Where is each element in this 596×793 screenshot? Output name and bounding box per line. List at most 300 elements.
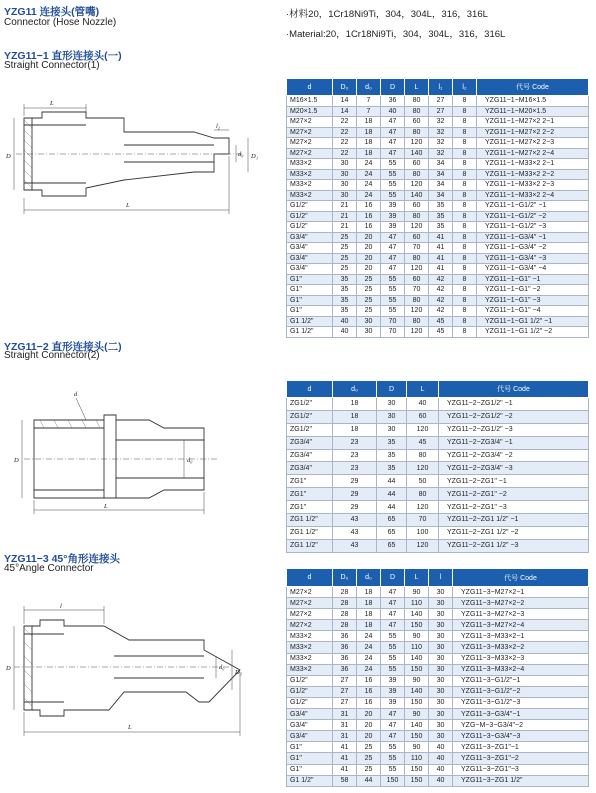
table-cell: 140 bbox=[405, 653, 429, 664]
table-cell: 30 bbox=[429, 587, 453, 598]
table-cell: YZG11−3−ZG1 1/2" bbox=[453, 775, 589, 786]
table-cell: 47 bbox=[381, 731, 405, 742]
dim-d1: D₁ bbox=[235, 669, 242, 676]
table-cell: 70 bbox=[407, 514, 439, 527]
table-cell: 40 bbox=[333, 316, 357, 327]
table-cell: YZG11−3−M27×2−1 bbox=[453, 587, 589, 598]
table-cell: YZG11−1−M27×2 2−4 bbox=[477, 148, 589, 159]
table-cell: 47 bbox=[381, 620, 405, 631]
table-cell: ZG1 1/2" bbox=[287, 539, 333, 552]
table-cell: 8 bbox=[453, 138, 477, 149]
table-row bbox=[287, 423, 589, 436]
table-cell: 8 bbox=[453, 306, 477, 317]
table-cell: G1" bbox=[287, 306, 333, 317]
table-row bbox=[287, 501, 589, 514]
table-cell: YZG11−3−M27×2−2 bbox=[453, 598, 589, 609]
column-header: d₀ bbox=[357, 79, 381, 96]
table-cell: 18 bbox=[357, 598, 381, 609]
table-cell: 55 bbox=[381, 753, 405, 764]
table-row bbox=[287, 436, 589, 449]
dim-l-top: l bbox=[60, 603, 62, 610]
table-cell: 30 bbox=[429, 598, 453, 609]
table-straight-connector-1 bbox=[286, 78, 589, 338]
table-cell: 27 bbox=[429, 96, 453, 107]
table-cell: 140 bbox=[405, 686, 429, 697]
table-cell: 70 bbox=[405, 285, 429, 296]
table-cell: G1 1/2" bbox=[287, 775, 333, 786]
table-cell: 43 bbox=[333, 539, 377, 552]
table-cell: 28 bbox=[333, 587, 357, 598]
table-cell: 150 bbox=[405, 775, 429, 786]
table-cell: YZG11−1−M27×2 2−1 bbox=[477, 117, 589, 128]
table-cell: 47 bbox=[381, 232, 405, 243]
table-cell: 70 bbox=[381, 327, 405, 338]
table-row bbox=[287, 526, 589, 539]
table-cell: 16 bbox=[357, 686, 381, 697]
table-body bbox=[287, 398, 589, 553]
table-row bbox=[287, 697, 589, 708]
table-row bbox=[287, 720, 589, 731]
table-row bbox=[287, 316, 589, 327]
table-cell: YZG11−2−ZG3/4" −2 bbox=[439, 449, 589, 462]
table-cell: 27 bbox=[333, 697, 357, 708]
table-row bbox=[287, 190, 589, 201]
table-cell: 30 bbox=[333, 190, 357, 201]
table-cell: 30 bbox=[429, 720, 453, 731]
table-cell: YZG11−2−ZG1 1/2" −2 bbox=[439, 526, 589, 539]
table-cell: 50 bbox=[407, 475, 439, 488]
table-cell: 40 bbox=[429, 742, 453, 753]
table-cell: 27 bbox=[333, 686, 357, 697]
table-cell: M27×2 bbox=[287, 587, 333, 598]
table-cell: ZG1/2" bbox=[287, 410, 333, 423]
table-cell: 8 bbox=[453, 96, 477, 107]
table-cell: 24 bbox=[357, 642, 381, 653]
table-row bbox=[287, 709, 589, 720]
table-cell: 40 bbox=[429, 753, 453, 764]
table-cell: G1/2" bbox=[287, 675, 333, 686]
table-cell: M33×2 bbox=[287, 664, 333, 675]
table-cell: G1/2" bbox=[287, 697, 333, 708]
table-row bbox=[287, 211, 589, 222]
table-cell: 30 bbox=[429, 642, 453, 653]
table-row bbox=[287, 148, 589, 159]
table-cell: 47 bbox=[381, 148, 405, 159]
table-cell: 8 bbox=[453, 169, 477, 180]
table-cell: 30 bbox=[333, 180, 357, 191]
column-header: 代号 Code bbox=[439, 381, 589, 398]
table-cell: 80 bbox=[405, 295, 429, 306]
table-cell: 65 bbox=[377, 539, 407, 552]
table-cell: G3/4" bbox=[287, 709, 333, 720]
table-row bbox=[287, 222, 589, 233]
table-cell: 41 bbox=[333, 742, 357, 753]
table-row bbox=[287, 274, 589, 285]
material-cn: ·材料20，1Cr18Ni9Ti，304，304L，316，316L bbox=[286, 9, 488, 20]
table-cell: 70 bbox=[405, 243, 429, 254]
table-cell: 55 bbox=[381, 295, 405, 306]
table-cell: 8 bbox=[453, 264, 477, 275]
table-cell: G3/4" bbox=[287, 720, 333, 731]
table-cell: 22 bbox=[333, 138, 357, 149]
table-cell: 28 bbox=[333, 609, 357, 620]
table-cell: 55 bbox=[381, 631, 405, 642]
table-cell: 120 bbox=[405, 180, 429, 191]
column-header: d₀ bbox=[333, 381, 377, 398]
table-cell: 150 bbox=[405, 764, 429, 775]
table-cell: YZG11−1−G3/4" −2 bbox=[477, 243, 589, 254]
table-cell: 100 bbox=[407, 526, 439, 539]
table-row bbox=[287, 488, 589, 501]
table-cell: G1" bbox=[287, 764, 333, 775]
table-cell: 25 bbox=[357, 764, 381, 775]
table-cell: YZG11−3−G1/2"−3 bbox=[453, 697, 589, 708]
table-cell: 120 bbox=[405, 306, 429, 317]
table-row bbox=[287, 775, 589, 786]
table-cell: 35 bbox=[429, 201, 453, 212]
table-cell: YZG11−1−G1 1/2" −2 bbox=[477, 327, 589, 338]
table-cell: YZG11−1−G3/4" −3 bbox=[477, 253, 589, 264]
table-cell: YZG11−3−ZG1"−3 bbox=[453, 764, 589, 775]
table-cell: YZG11−2−ZG3/4" −3 bbox=[439, 462, 589, 475]
dim-l-bottom: L bbox=[126, 202, 130, 209]
table-row bbox=[287, 96, 589, 107]
table-cell: 120 bbox=[407, 501, 439, 514]
table-cell: 44 bbox=[377, 475, 407, 488]
table-cell: 24 bbox=[357, 159, 381, 170]
table-cell: 30 bbox=[429, 620, 453, 631]
table-cell: 20 bbox=[357, 264, 381, 275]
table-cell: 44 bbox=[377, 501, 407, 514]
table-cell: 30 bbox=[357, 327, 381, 338]
table-cell: 18 bbox=[357, 609, 381, 620]
table-cell: M27×2 bbox=[287, 117, 333, 128]
table-cell: 30 bbox=[429, 709, 453, 720]
table-cell: 40 bbox=[429, 775, 453, 786]
table-cell: 16 bbox=[357, 697, 381, 708]
table-cell: 39 bbox=[381, 686, 405, 697]
table-cell: YZG−M−3−G3/4"−2 bbox=[453, 720, 589, 731]
table-cell: YZG11−3−G3/4"−3 bbox=[453, 731, 589, 742]
dim-d0: d₀ bbox=[187, 457, 193, 464]
table-cell: 90 bbox=[405, 742, 429, 753]
table-cell: 47 bbox=[381, 587, 405, 598]
table-cell: YZG11−3−M27×2−4 bbox=[453, 620, 589, 631]
table-cell: 44 bbox=[357, 775, 381, 786]
column-header: D bbox=[377, 381, 407, 398]
table-cell: 25 bbox=[357, 285, 381, 296]
table-cell: 55 bbox=[381, 742, 405, 753]
table-cell: 35 bbox=[333, 306, 357, 317]
table-cell: 47 bbox=[381, 117, 405, 128]
table-cell: M27×2 bbox=[287, 127, 333, 138]
table-cell: 41 bbox=[429, 243, 453, 254]
table-cell: YZG11−1−G3/4" −1 bbox=[477, 232, 589, 243]
column-header: 代号 Code bbox=[477, 79, 589, 96]
table-cell: 8 bbox=[453, 222, 477, 233]
table-row bbox=[287, 295, 589, 306]
table-cell: YZG11−3−ZG1"−1 bbox=[453, 742, 589, 753]
table-cell: M20×1.5 bbox=[287, 106, 333, 117]
table-cell: 25 bbox=[357, 742, 381, 753]
column-header: L bbox=[405, 569, 429, 587]
table-cell: 120 bbox=[407, 423, 439, 436]
table-cell: 22 bbox=[333, 127, 357, 138]
table-row bbox=[287, 398, 589, 411]
column-header: D bbox=[381, 79, 405, 96]
table-cell: 90 bbox=[405, 709, 429, 720]
table-cell: 47 bbox=[381, 253, 405, 264]
table-cell: 23 bbox=[333, 462, 377, 475]
table-cell: 120 bbox=[405, 327, 429, 338]
table-cell: 60 bbox=[407, 410, 439, 423]
table-cell: YZG11−2−ZG1 1/2" −3 bbox=[439, 539, 589, 552]
table-cell: 20 bbox=[357, 709, 381, 720]
table-cell: G1" bbox=[287, 274, 333, 285]
table-cell: 8 bbox=[453, 148, 477, 159]
table-row bbox=[287, 462, 589, 475]
table-cell: YZG11−1−M33×2 2−4 bbox=[477, 190, 589, 201]
table-cell: 18 bbox=[333, 423, 377, 436]
table-cell: G3/4" bbox=[287, 264, 333, 275]
table-cell: 18 bbox=[357, 587, 381, 598]
table-cell: 8 bbox=[453, 316, 477, 327]
table-cell: 31 bbox=[333, 709, 357, 720]
table-cell: 41 bbox=[429, 232, 453, 243]
table-cell: ZG1" bbox=[287, 475, 333, 488]
table-row bbox=[287, 686, 589, 697]
table-cell: 25 bbox=[357, 753, 381, 764]
table-cell: 55 bbox=[381, 169, 405, 180]
table-cell: 110 bbox=[405, 753, 429, 764]
table-cell: 23 bbox=[333, 436, 377, 449]
table-row bbox=[287, 514, 589, 527]
table-row bbox=[287, 731, 589, 742]
table-cell: ZG1 1/2" bbox=[287, 514, 333, 527]
table-cell: 30 bbox=[377, 423, 407, 436]
table-cell: 55 bbox=[381, 180, 405, 191]
table-cell: 24 bbox=[357, 631, 381, 642]
table-cell: 24 bbox=[357, 180, 381, 191]
table-cell: 30 bbox=[357, 316, 381, 327]
section-1-title: YZG11−1 直形连接头(一) bbox=[4, 50, 122, 62]
table-cell: YZG11−1−M27×2 2−2 bbox=[477, 127, 589, 138]
table-cell: 8 bbox=[453, 295, 477, 306]
table-cell: 39 bbox=[381, 211, 405, 222]
table-cell: 8 bbox=[453, 117, 477, 128]
table-cell: 23 bbox=[333, 449, 377, 462]
table-cell: 18 bbox=[333, 410, 377, 423]
table-cell: 18 bbox=[357, 117, 381, 128]
table-cell: M16×1.5 bbox=[287, 96, 333, 107]
table-cell: 18 bbox=[333, 398, 377, 411]
table-row bbox=[287, 117, 589, 128]
column-header: d bbox=[287, 79, 333, 96]
table-header-row bbox=[287, 79, 589, 96]
table-cell: ZG1/2" bbox=[287, 398, 333, 411]
table-cell: 150 bbox=[405, 697, 429, 708]
dim-d-left: D bbox=[6, 665, 11, 672]
table-cell: YZG11−3−M33×2−1 bbox=[453, 631, 589, 642]
table-cell: 30 bbox=[429, 686, 453, 697]
table-cell: 120 bbox=[405, 222, 429, 233]
table-cell: 30 bbox=[377, 410, 407, 423]
column-header: l₁ bbox=[429, 79, 453, 96]
table-cell: 32 bbox=[429, 138, 453, 149]
table-cell: YZG11−1−M33×2 2−3 bbox=[477, 180, 589, 191]
column-header: d₀ bbox=[357, 569, 381, 587]
table-row bbox=[287, 609, 589, 620]
table-cell: 32 bbox=[429, 148, 453, 159]
table-cell: YZG11−1−M16×1.5 bbox=[477, 96, 589, 107]
table-cell: 8 bbox=[453, 327, 477, 338]
table-cell: 55 bbox=[381, 190, 405, 201]
table-cell: 35 bbox=[377, 436, 407, 449]
table-cell: 21 bbox=[333, 201, 357, 212]
table-cell: 20 bbox=[357, 731, 381, 742]
table-cell: YZG11−1−G1" −3 bbox=[477, 295, 589, 306]
table-row bbox=[287, 539, 589, 552]
table-cell: 8 bbox=[453, 106, 477, 117]
table-row bbox=[287, 306, 589, 317]
dim-l-bottom: L bbox=[128, 724, 132, 731]
table-cell: 110 bbox=[405, 598, 429, 609]
table-cell: G1/2" bbox=[287, 201, 333, 212]
table-cell: 80 bbox=[405, 316, 429, 327]
table-cell: 35 bbox=[429, 222, 453, 233]
table-cell: YZG11−3−M27×2−3 bbox=[453, 609, 589, 620]
table-cell: 30 bbox=[429, 631, 453, 642]
table-cell: 8 bbox=[453, 285, 477, 296]
table-cell: 150 bbox=[405, 731, 429, 742]
table-cell: 41 bbox=[333, 753, 357, 764]
dim-d-top: d bbox=[74, 391, 78, 398]
table-cell: 80 bbox=[407, 488, 439, 501]
dim-d-left: D bbox=[6, 153, 11, 160]
table-cell: YZG11−1−G1/2" −1 bbox=[477, 201, 589, 212]
table-cell: YZG11−1−G1" −4 bbox=[477, 306, 589, 317]
table-cell: M33×2 bbox=[287, 169, 333, 180]
table-cell: 34 bbox=[429, 180, 453, 191]
table-cell: YZG11−1−M20×1.5 bbox=[477, 106, 589, 117]
table-cell: YZG11−3−M33×2−4 bbox=[453, 664, 589, 675]
table-cell: M33×2 bbox=[287, 180, 333, 191]
table-cell: G1" bbox=[287, 295, 333, 306]
section-2-title: YZG11−2 直形连接头(二) bbox=[4, 341, 122, 353]
column-header: L bbox=[407, 381, 439, 398]
table-cell: M27×2 bbox=[287, 148, 333, 159]
table-cell: G1 1/2" bbox=[287, 327, 333, 338]
table-cell: 140 bbox=[405, 609, 429, 620]
table-cell: 20 bbox=[357, 253, 381, 264]
table-cell: YZG11−2−ZG1/2" −3 bbox=[439, 423, 589, 436]
table-cell: YZG11−2−ZG1/2" −1 bbox=[439, 398, 589, 411]
table-row bbox=[287, 631, 589, 642]
table-cell: 41 bbox=[429, 264, 453, 275]
table-row bbox=[287, 285, 589, 296]
table-cell: 7 bbox=[357, 106, 381, 117]
table-cell: 47 bbox=[381, 609, 405, 620]
table-row bbox=[287, 169, 589, 180]
table-cell: M33×2 bbox=[287, 631, 333, 642]
table-cell: 41 bbox=[333, 764, 357, 775]
table-cell: 16 bbox=[357, 211, 381, 222]
table-cell: 35 bbox=[333, 295, 357, 306]
table-cell: 22 bbox=[333, 148, 357, 159]
material-en: ·Material:20，1Cr18Ni9Ti，304，304L，316，316L bbox=[286, 29, 506, 40]
table-cell: 20 bbox=[357, 232, 381, 243]
table-cell: 35 bbox=[377, 449, 407, 462]
table-cell: ZG1" bbox=[287, 488, 333, 501]
table-cell: M27×2 bbox=[287, 138, 333, 149]
table-cell: ZG3/4" bbox=[287, 462, 333, 475]
table-cell: YZG11−2−ZG1 1/2" −1 bbox=[439, 514, 589, 527]
table-cell: 36 bbox=[381, 96, 405, 107]
table-cell: 55 bbox=[381, 642, 405, 653]
table-cell: YZG11−3−M33×2−3 bbox=[453, 653, 589, 664]
dim-l-bottom: L bbox=[104, 503, 108, 510]
table-cell: M33×2 bbox=[287, 642, 333, 653]
table-cell: 18 bbox=[357, 127, 381, 138]
table-row bbox=[287, 253, 589, 264]
table-cell: 41 bbox=[429, 253, 453, 264]
table-row bbox=[287, 475, 589, 488]
table-cell: 40 bbox=[333, 327, 357, 338]
table-cell: 45 bbox=[429, 316, 453, 327]
table-cell: 24 bbox=[357, 664, 381, 675]
table-row bbox=[287, 232, 589, 243]
table-cell: 65 bbox=[377, 526, 407, 539]
table-cell: 35 bbox=[333, 274, 357, 285]
table-row bbox=[287, 449, 589, 462]
table-cell: 42 bbox=[429, 306, 453, 317]
table-row bbox=[287, 742, 589, 753]
table-cell: G1 1/2" bbox=[287, 316, 333, 327]
table-row bbox=[287, 106, 589, 117]
table-cell: 80 bbox=[405, 169, 429, 180]
table-cell: 25 bbox=[333, 253, 357, 264]
table-cell: 47 bbox=[381, 127, 405, 138]
table-cell: 25 bbox=[333, 243, 357, 254]
table-cell: 80 bbox=[405, 96, 429, 107]
table-cell: 39 bbox=[381, 201, 405, 212]
table-cell: 30 bbox=[377, 398, 407, 411]
table-cell: 28 bbox=[333, 598, 357, 609]
table-cell: 8 bbox=[453, 190, 477, 201]
table-cell: 110 bbox=[405, 642, 429, 653]
table-cell: YZG11−3−G1/2"−2 bbox=[453, 686, 589, 697]
table-cell: M27×2 bbox=[287, 620, 333, 631]
section-1-subtitle: Straight Connector(1) bbox=[4, 60, 100, 71]
table-row bbox=[287, 653, 589, 664]
table-cell: 28 bbox=[333, 620, 357, 631]
table-cell: G3/4" bbox=[287, 253, 333, 264]
table-row bbox=[287, 620, 589, 631]
table-row bbox=[287, 138, 589, 149]
table-row bbox=[287, 410, 589, 423]
table-cell: 8 bbox=[453, 243, 477, 254]
table-cell: G3/4" bbox=[287, 731, 333, 742]
table-cell: 27 bbox=[429, 106, 453, 117]
table-cell: 20 bbox=[357, 243, 381, 254]
table-cell: 60 bbox=[405, 201, 429, 212]
table-cell: 150 bbox=[405, 664, 429, 675]
table-cell: 47 bbox=[381, 709, 405, 720]
table-cell: 150 bbox=[405, 620, 429, 631]
table-cell: 30 bbox=[429, 653, 453, 664]
table-cell: G1" bbox=[287, 285, 333, 296]
table-cell: 60 bbox=[405, 274, 429, 285]
